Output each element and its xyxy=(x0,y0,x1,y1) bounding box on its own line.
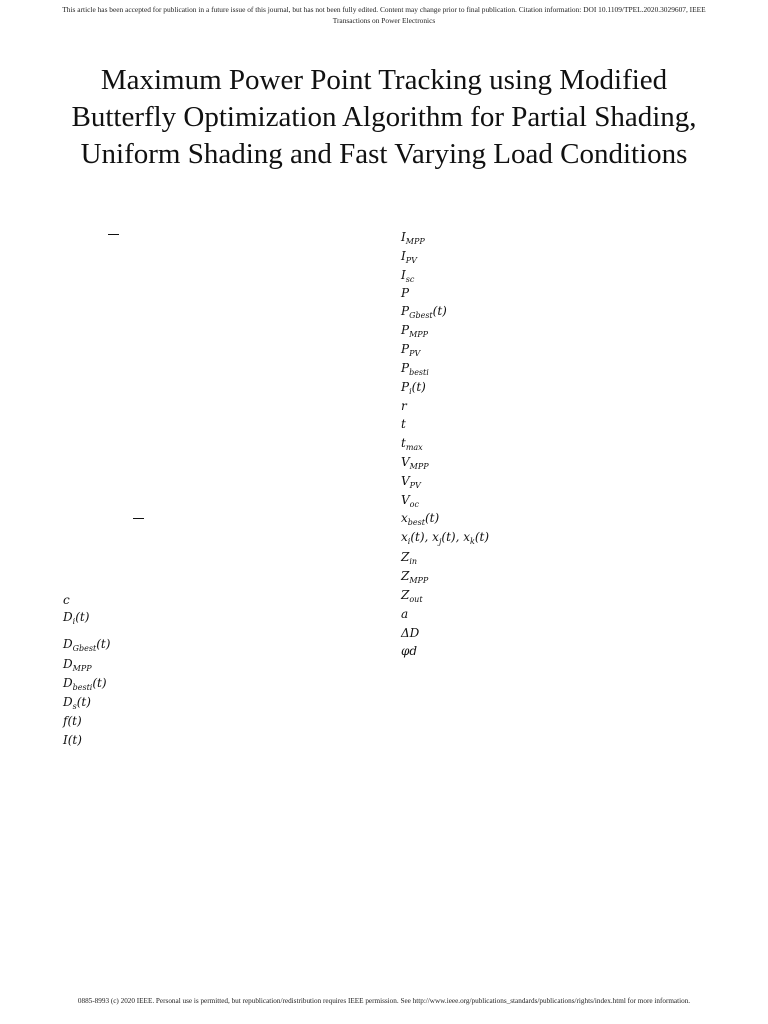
nomenclature-left-symbol xyxy=(63,656,92,677)
symbol-subscript: MPP xyxy=(72,664,92,673)
symbol-base: D xyxy=(63,695,73,709)
symbol-base: V xyxy=(401,493,410,507)
nomenclature-right-symbol xyxy=(401,248,417,269)
header-notice-line1: This article has been accepted for publication in a future issue of this journal, but has not been fully edited. Content may change prior to final publication. Citation information: DOI 10.1109/TPEL.2020.3029607, IEEE xyxy=(62,5,706,14)
header-notice-line2: Transactions on Power Electronics xyxy=(332,16,436,25)
symbol-argument: (t) xyxy=(67,733,82,747)
symbol-argument: (t) xyxy=(474,530,490,544)
symbol-base: P xyxy=(401,286,410,300)
symbol-base: V xyxy=(401,455,410,469)
paper-title xyxy=(30,62,738,173)
symbol-subscript: MPP xyxy=(409,330,429,339)
nomenclature-right-symbol xyxy=(401,568,428,589)
symbol-subscript: best xyxy=(407,518,425,527)
symbol-base: D xyxy=(63,637,73,651)
symbol-argument: (t) xyxy=(432,304,447,318)
symbol-base: r xyxy=(401,399,407,413)
nomenclature-left-symbol xyxy=(63,592,70,608)
symbol-base: I xyxy=(401,268,406,282)
nomenclature-right-symbol xyxy=(401,398,407,414)
dash-mark-upper xyxy=(108,234,119,235)
nomenclature-left-symbol xyxy=(63,732,82,748)
nomenclature-right-symbol xyxy=(401,285,409,301)
symbol-argument: (t), x xyxy=(410,530,439,544)
symbol-base: x xyxy=(401,530,408,544)
symbol-base: V xyxy=(401,474,410,488)
symbol-subscript: j xyxy=(438,537,442,546)
symbol-subscript: i xyxy=(409,387,412,396)
symbol-subscript: PV xyxy=(409,349,421,358)
symbol-base: Z xyxy=(401,588,410,602)
symbol-subscript: i xyxy=(72,617,76,626)
dash-mark-lower xyxy=(133,518,144,519)
symbol-argument: (t) xyxy=(67,714,82,728)
nomenclature-right-symbol xyxy=(401,435,423,456)
symbol-base: x xyxy=(401,511,408,525)
nomenclature-right-symbol xyxy=(401,379,426,400)
symbol-subscript: PV xyxy=(405,256,417,265)
symbol-argument: (t) xyxy=(76,695,91,709)
symbol-base: Z xyxy=(401,569,410,583)
symbol-subscript: MPP xyxy=(409,576,429,585)
nomenclature-right-symbol xyxy=(401,529,489,550)
symbol-subscript: k xyxy=(470,537,475,546)
nomenclature-right-symbol xyxy=(401,510,439,531)
nomenclature-right-symbol xyxy=(401,454,429,475)
nomenclature-left-symbol xyxy=(63,694,91,715)
symbol-argument: (t), x xyxy=(441,530,471,544)
nomenclature-right-symbol xyxy=(401,322,428,343)
nomenclature-left-column xyxy=(63,592,183,752)
nomenclature-right-symbol xyxy=(401,229,425,250)
symbol-subscript: Gbest xyxy=(409,311,433,320)
symbol-argument: (t) xyxy=(75,610,90,624)
symbol-subscript: MPP xyxy=(409,462,429,471)
symbol-subscript: besti xyxy=(72,683,93,692)
symbol-subscript: MPP xyxy=(405,237,425,246)
nomenclature-right-symbol xyxy=(401,416,406,432)
title-line3: Uniform Shading and Fast Varying Load Conditions xyxy=(80,138,688,170)
symbol-base: ΔD xyxy=(401,626,420,640)
symbol-base: P xyxy=(401,342,410,356)
symbol-base: I xyxy=(401,249,406,263)
symbol-subscript: s xyxy=(72,702,77,711)
symbol-base: D xyxy=(63,676,73,690)
symbol-subscript: oc xyxy=(409,500,419,509)
nomenclature-right-symbol xyxy=(401,303,447,324)
symbol-base: D xyxy=(63,610,73,624)
symbol-base: f xyxy=(63,714,68,728)
journal-notice-header xyxy=(20,4,748,26)
symbol-base: t xyxy=(401,417,406,431)
symbol-base: P xyxy=(401,361,410,375)
nomenclature-left-symbol xyxy=(63,609,89,630)
symbol-base: D xyxy=(63,657,73,671)
nomenclature-right-symbol xyxy=(401,606,408,622)
title-line2: Butterfly Optimization Algorithm for Partial Shading, xyxy=(71,101,697,133)
symbol-subscript: Gbest xyxy=(72,644,97,653)
symbol-base: I xyxy=(401,230,406,244)
nomenclature-right-symbol xyxy=(401,587,423,608)
symbol-argument: (t) xyxy=(96,637,111,651)
symbol-subscript: besti xyxy=(409,368,429,377)
nomenclature-right-symbol xyxy=(401,643,417,659)
symbol-base: P xyxy=(401,380,410,394)
symbol-subscript: in xyxy=(409,557,418,566)
nomenclature-left-symbol xyxy=(63,713,82,729)
symbol-base: φd xyxy=(401,644,418,658)
symbol-argument: (t) xyxy=(92,676,107,690)
symbol-subscript: i xyxy=(407,537,411,546)
symbol-base: a xyxy=(401,607,409,621)
nomenclature-right-symbol xyxy=(401,625,419,641)
title-line1: Maximum Power Point Tracking using Modified xyxy=(100,64,668,96)
symbol-subscript: out xyxy=(409,595,423,604)
symbol-base: t xyxy=(401,436,406,450)
symbol-argument: (t) xyxy=(411,380,426,394)
nomenclature-right-symbol xyxy=(401,549,417,570)
nomenclature-left-symbol xyxy=(63,636,110,657)
symbol-argument: (t) xyxy=(424,511,440,525)
nomenclature-left-symbol xyxy=(63,675,107,696)
nomenclature-right-symbol xyxy=(401,341,420,362)
symbol-subscript: PV xyxy=(409,481,421,490)
nomenclature-right-column xyxy=(401,229,601,669)
symbol-base: P xyxy=(401,323,410,337)
symbol-base: Z xyxy=(401,550,410,564)
symbol-base: I xyxy=(63,733,68,747)
symbol-subscript: sc xyxy=(405,275,415,284)
symbol-base: P xyxy=(401,304,410,318)
copyright-footer: 0885-8993 (c) 2020 IEEE. Personal use is permitted, but republication/redistribution requires IEEE permission. See http://www.ieee.org/publications_standards/publications/rights/index.html for more information. xyxy=(77,997,691,1005)
nomenclature-right-symbol xyxy=(401,473,421,494)
symbol-base: c xyxy=(63,593,70,607)
symbol-subscript: max xyxy=(405,443,423,452)
nomenclature-right-symbol xyxy=(401,360,429,381)
